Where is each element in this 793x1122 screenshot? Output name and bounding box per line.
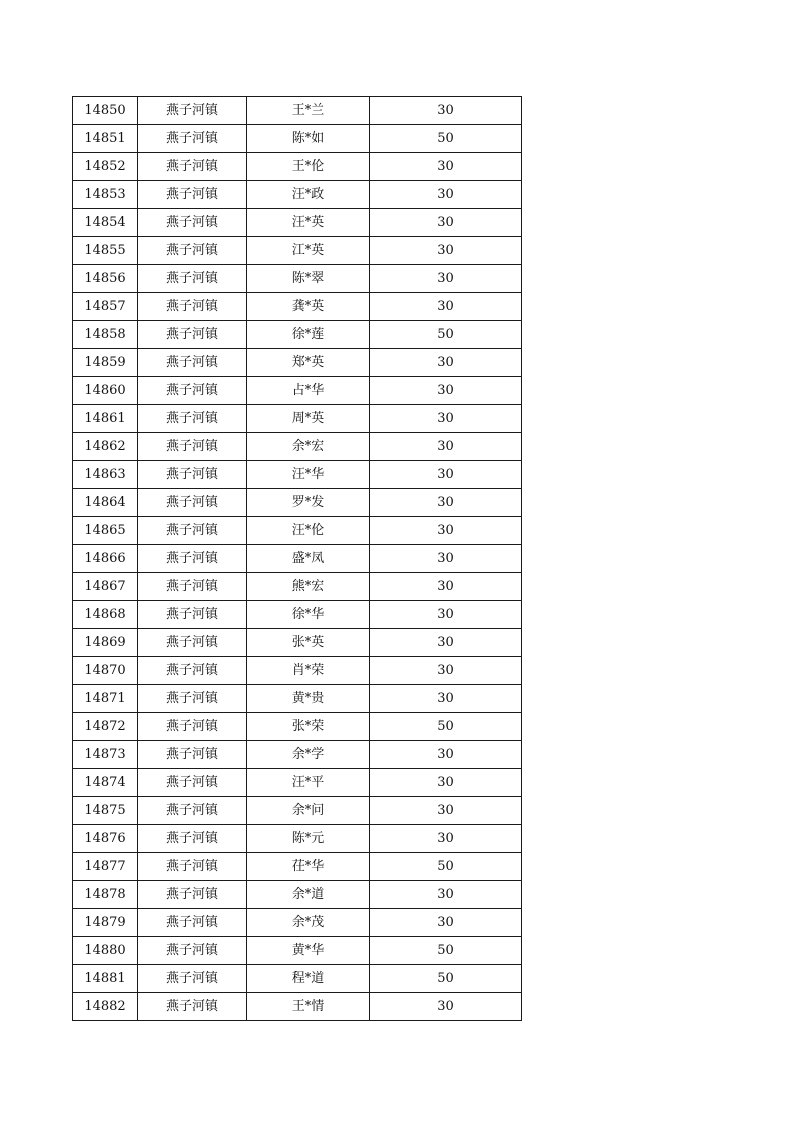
cell-town: 燕子河镇 <box>138 489 247 517</box>
cell-amount: 30 <box>370 181 522 209</box>
cell-id: 14856 <box>73 265 138 293</box>
cell-name: 郑*英 <box>247 349 370 377</box>
table-row <box>73 601 522 629</box>
cell-id: 14869 <box>73 629 138 657</box>
cell-name: 茌*华 <box>247 853 370 881</box>
cell-id: 14863 <box>73 461 138 489</box>
cell-name: 徐*莲 <box>247 321 370 349</box>
cell-amount: 30 <box>370 209 522 237</box>
cell-name: 陈*元 <box>247 825 370 853</box>
cell-town: 燕子河镇 <box>138 405 247 433</box>
cell-id: 14879 <box>73 909 138 937</box>
cell-name: 王*兰 <box>247 97 370 125</box>
cell-town: 燕子河镇 <box>138 349 247 377</box>
table-row <box>73 405 522 433</box>
cell-name: 周*英 <box>247 405 370 433</box>
cell-id: 14878 <box>73 881 138 909</box>
cell-name: 陈*如 <box>247 125 370 153</box>
cell-town: 燕子河镇 <box>138 461 247 489</box>
table-row <box>73 237 522 265</box>
cell-town: 燕子河镇 <box>138 153 247 181</box>
cell-amount: 50 <box>370 853 522 881</box>
cell-id: 14882 <box>73 993 138 1021</box>
cell-town: 燕子河镇 <box>138 321 247 349</box>
cell-town: 燕子河镇 <box>138 713 247 741</box>
cell-amount: 30 <box>370 741 522 769</box>
cell-name: 黄*贵 <box>247 685 370 713</box>
cell-name: 江*英 <box>247 237 370 265</box>
cell-amount: 30 <box>370 685 522 713</box>
table-row <box>73 181 522 209</box>
cell-amount: 30 <box>370 461 522 489</box>
cell-amount: 30 <box>370 517 522 545</box>
cell-id: 14876 <box>73 825 138 853</box>
cell-name: 王*情 <box>247 993 370 1021</box>
cell-town: 燕子河镇 <box>138 265 247 293</box>
cell-name: 汪*平 <box>247 769 370 797</box>
cell-amount: 30 <box>370 237 522 265</box>
cell-amount: 30 <box>370 265 522 293</box>
cell-id: 14852 <box>73 153 138 181</box>
cell-name: 陈*翠 <box>247 265 370 293</box>
table-row <box>73 265 522 293</box>
table-row <box>73 741 522 769</box>
cell-id: 14854 <box>73 209 138 237</box>
cell-id: 14873 <box>73 741 138 769</box>
cell-town: 燕子河镇 <box>138 853 247 881</box>
table-row <box>73 825 522 853</box>
cell-name: 熊*宏 <box>247 573 370 601</box>
cell-town: 燕子河镇 <box>138 209 247 237</box>
cell-town: 燕子河镇 <box>138 237 247 265</box>
cell-town: 燕子河镇 <box>138 181 247 209</box>
cell-amount: 50 <box>370 713 522 741</box>
cell-town: 燕子河镇 <box>138 125 247 153</box>
cell-amount: 30 <box>370 657 522 685</box>
cell-name: 占*华 <box>247 377 370 405</box>
table-row <box>73 713 522 741</box>
cell-town: 燕子河镇 <box>138 741 247 769</box>
cell-town: 燕子河镇 <box>138 965 247 993</box>
cell-id: 14864 <box>73 489 138 517</box>
cell-name: 余*学 <box>247 741 370 769</box>
cell-name: 张*英 <box>247 629 370 657</box>
cell-name: 余*茂 <box>247 909 370 937</box>
table-row <box>73 377 522 405</box>
table-row <box>73 461 522 489</box>
cell-town: 燕子河镇 <box>138 769 247 797</box>
cell-town: 燕子河镇 <box>138 573 247 601</box>
cell-id: 14862 <box>73 433 138 461</box>
cell-id: 14858 <box>73 321 138 349</box>
cell-amount: 30 <box>370 573 522 601</box>
cell-name: 徐*华 <box>247 601 370 629</box>
cell-amount: 30 <box>370 601 522 629</box>
cell-town: 燕子河镇 <box>138 293 247 321</box>
cell-id: 14857 <box>73 293 138 321</box>
cell-town: 燕子河镇 <box>138 797 247 825</box>
cell-id: 14866 <box>73 545 138 573</box>
cell-amount: 50 <box>370 125 522 153</box>
cell-id: 14860 <box>73 377 138 405</box>
table-row <box>73 489 522 517</box>
cell-id: 14872 <box>73 713 138 741</box>
table-row <box>73 965 522 993</box>
cell-amount: 50 <box>370 321 522 349</box>
table-row <box>73 685 522 713</box>
cell-amount: 30 <box>370 153 522 181</box>
cell-amount: 30 <box>370 97 522 125</box>
cell-name: 罗*发 <box>247 489 370 517</box>
table-row <box>73 433 522 461</box>
cell-amount: 30 <box>370 545 522 573</box>
table-row <box>73 853 522 881</box>
cell-town: 燕子河镇 <box>138 97 247 125</box>
cell-amount: 30 <box>370 629 522 657</box>
table-row <box>73 545 522 573</box>
cell-id: 14851 <box>73 125 138 153</box>
table-row <box>73 293 522 321</box>
cell-town: 燕子河镇 <box>138 629 247 657</box>
cell-name: 汪*伦 <box>247 517 370 545</box>
cell-name: 黄*华 <box>247 937 370 965</box>
table-row <box>73 993 522 1021</box>
cell-amount: 30 <box>370 489 522 517</box>
cell-id: 14875 <box>73 797 138 825</box>
cell-name: 龚*英 <box>247 293 370 321</box>
cell-town: 燕子河镇 <box>138 545 247 573</box>
cell-town: 燕子河镇 <box>138 825 247 853</box>
table-row <box>73 909 522 937</box>
cell-name: 余*宏 <box>247 433 370 461</box>
cell-amount: 50 <box>370 937 522 965</box>
cell-amount: 30 <box>370 993 522 1021</box>
table-row <box>73 937 522 965</box>
cell-amount: 30 <box>370 293 522 321</box>
cell-town: 燕子河镇 <box>138 937 247 965</box>
cell-name: 余*问 <box>247 797 370 825</box>
table-body <box>73 97 522 1021</box>
cell-amount: 30 <box>370 825 522 853</box>
cell-amount: 30 <box>370 377 522 405</box>
cell-id: 14859 <box>73 349 138 377</box>
cell-id: 14874 <box>73 769 138 797</box>
cell-id: 14850 <box>73 97 138 125</box>
cell-id: 14853 <box>73 181 138 209</box>
cell-town: 燕子河镇 <box>138 657 247 685</box>
data-table <box>72 96 522 1021</box>
cell-name: 肖*荣 <box>247 657 370 685</box>
cell-town: 燕子河镇 <box>138 993 247 1021</box>
cell-id: 14855 <box>73 237 138 265</box>
cell-town: 燕子河镇 <box>138 685 247 713</box>
cell-id: 14861 <box>73 405 138 433</box>
cell-id: 14880 <box>73 937 138 965</box>
cell-id: 14870 <box>73 657 138 685</box>
cell-name: 程*道 <box>247 965 370 993</box>
cell-name: 王*伦 <box>247 153 370 181</box>
cell-id: 14865 <box>73 517 138 545</box>
table-row <box>73 153 522 181</box>
cell-amount: 30 <box>370 349 522 377</box>
cell-amount: 30 <box>370 769 522 797</box>
cell-amount: 30 <box>370 433 522 461</box>
table-row <box>73 209 522 237</box>
table-row <box>73 517 522 545</box>
table-row <box>73 349 522 377</box>
cell-name: 汪*英 <box>247 209 370 237</box>
cell-amount: 30 <box>370 909 522 937</box>
cell-id: 14877 <box>73 853 138 881</box>
cell-id: 14871 <box>73 685 138 713</box>
cell-town: 燕子河镇 <box>138 517 247 545</box>
table-row <box>73 629 522 657</box>
cell-name: 汪*华 <box>247 461 370 489</box>
cell-id: 14881 <box>73 965 138 993</box>
cell-id: 14868 <box>73 601 138 629</box>
table-row <box>73 573 522 601</box>
cell-amount: 30 <box>370 881 522 909</box>
cell-name: 盛*凤 <box>247 545 370 573</box>
table-row <box>73 125 522 153</box>
cell-name: 余*道 <box>247 881 370 909</box>
table-row <box>73 657 522 685</box>
table-row <box>73 321 522 349</box>
table-row <box>73 97 522 125</box>
cell-town: 燕子河镇 <box>138 881 247 909</box>
cell-town: 燕子河镇 <box>138 909 247 937</box>
table-row <box>73 881 522 909</box>
cell-amount: 30 <box>370 405 522 433</box>
table-row <box>73 797 522 825</box>
cell-name: 张*荣 <box>247 713 370 741</box>
cell-amount: 50 <box>370 965 522 993</box>
table-row <box>73 769 522 797</box>
cell-name: 汪*政 <box>247 181 370 209</box>
cell-town: 燕子河镇 <box>138 377 247 405</box>
cell-amount: 30 <box>370 797 522 825</box>
cell-id: 14867 <box>73 573 138 601</box>
cell-town: 燕子河镇 <box>138 433 247 461</box>
cell-town: 燕子河镇 <box>138 601 247 629</box>
